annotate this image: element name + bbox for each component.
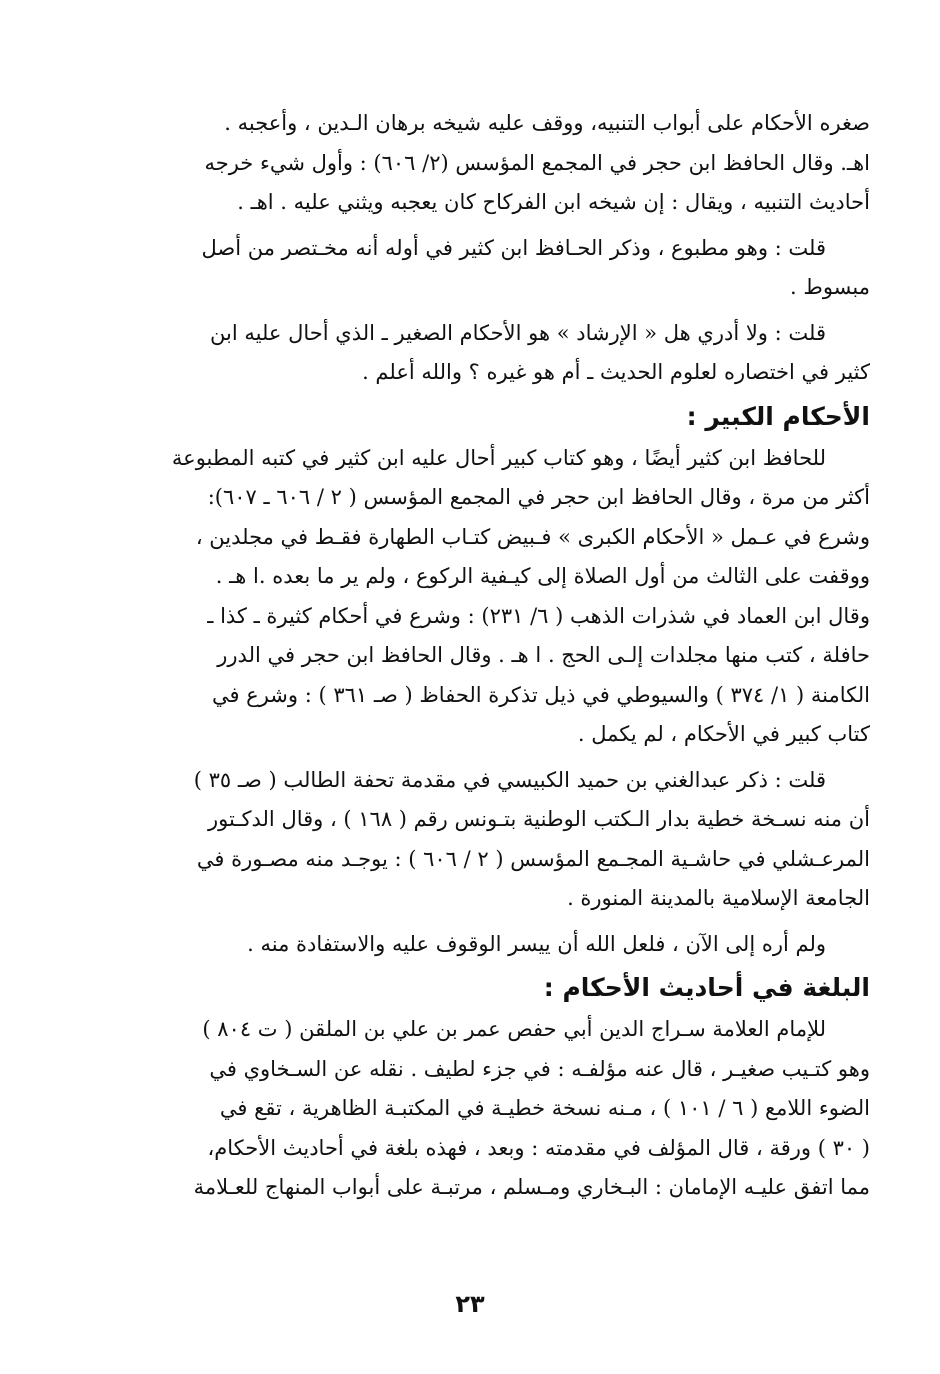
- section-heading-bulgha: البلغة في أحاديث الأحكام :: [543, 973, 870, 1002]
- paragraph-ahkam-kabir: [128, 439, 870, 755]
- text-line: كتاب كبير في الأحكام ، لم يكمل .: [577, 722, 870, 746]
- text-line: أن منه نسـخة خطية بدار الـكتب الوطنية بتـونس رقم ( ١٦٨ ) ، وقال الدكـتور: [208, 807, 870, 831]
- text-line: مما اتفق عليـه الإمامان : البـخاري ومـسلم ، مرتبـة على أبواب المنهاج للعـلامة: [193, 1175, 870, 1199]
- page-body: [128, 104, 870, 1208]
- paragraph-note-not-seen: [128, 925, 870, 965]
- text-line: قلت : وهو مطبوع ، وذكر الحـافظ ابن كثير في أوله أنه مخـتصر من أصل: [201, 235, 826, 260]
- text-line: حافلة ، كتب منها مجلدات إلـى الحج . ا هـ . وقال الحافظ ابن حجر في الدرر: [217, 643, 870, 667]
- text-line: أكثر من مرة ، وقال الحافظ ابن حجر في المجمع المؤسس ( ٢ / ٦٠٦ ـ ٦٠٧):: [207, 485, 870, 509]
- text-line: مبسوط .: [790, 275, 870, 299]
- text-line: ولم أره إلى الآن ، فلعل الله أن ييسر الوقوف عليه والاستفادة منه .: [247, 931, 826, 956]
- paragraph-bulgha: [128, 1010, 870, 1208]
- paragraph-note-printed: [128, 229, 870, 308]
- page-number: ٢٣: [455, 1290, 485, 1318]
- text-line: للحافظ ابن كثير أيضًا ، وهو كتاب كبير أحال عليه ابن كثير في كتبه المطبوعة: [171, 445, 826, 470]
- text-line: وشرع في عـمل « الأحكام الكبرى » فـبيض كتـاب الطهارة فقـط في مجلدين ،: [195, 524, 870, 549]
- text-line: الضوء اللامع ( ٦ / ١٠١ ) ، مـنه نسخة خطيـة في المكتبـة الظاهرية ، تقع في: [219, 1096, 870, 1120]
- paragraph-note-irshad: [128, 314, 870, 393]
- text-line: صغره الأحكام على أبواب التنبيه، ووقف عليه شيخه برهان الـدين ، وأعجبه .: [224, 111, 870, 135]
- paragraph-continuation: [128, 104, 870, 223]
- text-line: ووقفت على الثالث من أول الصلاة إلى كيـفية الركوع ، ولم ير ما بعده .ا هـ .: [215, 564, 870, 588]
- text-line: اهـ. وقال الحافظ ابن حجر في المجمع المؤسس (٢/ ٦٠٦) : وأول شيء خرجه: [204, 150, 870, 175]
- text-line: للإمام العلامة سـراج الدين أبي حفص عمر بن علي بن الملقن ( ت ٨٠٤ ): [202, 1017, 826, 1041]
- text-line: قلت : ذكر عبدالغني بن حميد الكبيسي في مقدمة تحفة الطالب ( صـ ٣٥ ): [193, 767, 826, 792]
- text-line: كثير في اختصاره لعلوم الحديث ـ أم هو غيره ؟ والله أعلم .: [362, 360, 870, 384]
- text-line: وهو كتـيب صغيـر ، قال عنه مؤلفـه : في جزء لطيف . نقله عن السـخاوي في: [209, 1056, 870, 1081]
- text-line: ( ٣٠ ) ورقة ، قال المؤلف في مقدمته : وبعد ، فهذه بلغة في أحاديث الأحكام،: [207, 1135, 870, 1160]
- text-line: المرعـشلي في حاشـية المجـمع المؤسس ( ٢ / ٦٠٦ ) : يوجـد منه مصـورة في: [196, 846, 870, 871]
- paragraph-note-kubaysi: [128, 761, 870, 919]
- text-line: أحاديث التنبيه ، ويقال : إن شيخه ابن الفركاح كان يعجبه ويثني عليه . اهـ .: [237, 190, 870, 214]
- text-line: قلت : ولا أدري هل « الإرشاد » هو الأحكام الصغير ـ الذي أحال عليه ابن: [210, 320, 826, 345]
- text-line: الجامعة الإسلامية بالمدينة المنورة .: [567, 886, 870, 910]
- section-heading-ahkam-kabir: الأحكام الكبير :: [686, 401, 870, 431]
- text-line: الكامنة ( ١/ ٣٧٤ ) والسيوطي في ذيل تذكرة الحفاظ ( صـ ٣٦١ ) : وشرع في: [211, 682, 870, 707]
- text-line: وقال ابن العماد في شذرات الذهب ( ٦/ ٢٣١) : وشرع في أحكام كثيرة ـ كذا ـ: [207, 603, 870, 628]
